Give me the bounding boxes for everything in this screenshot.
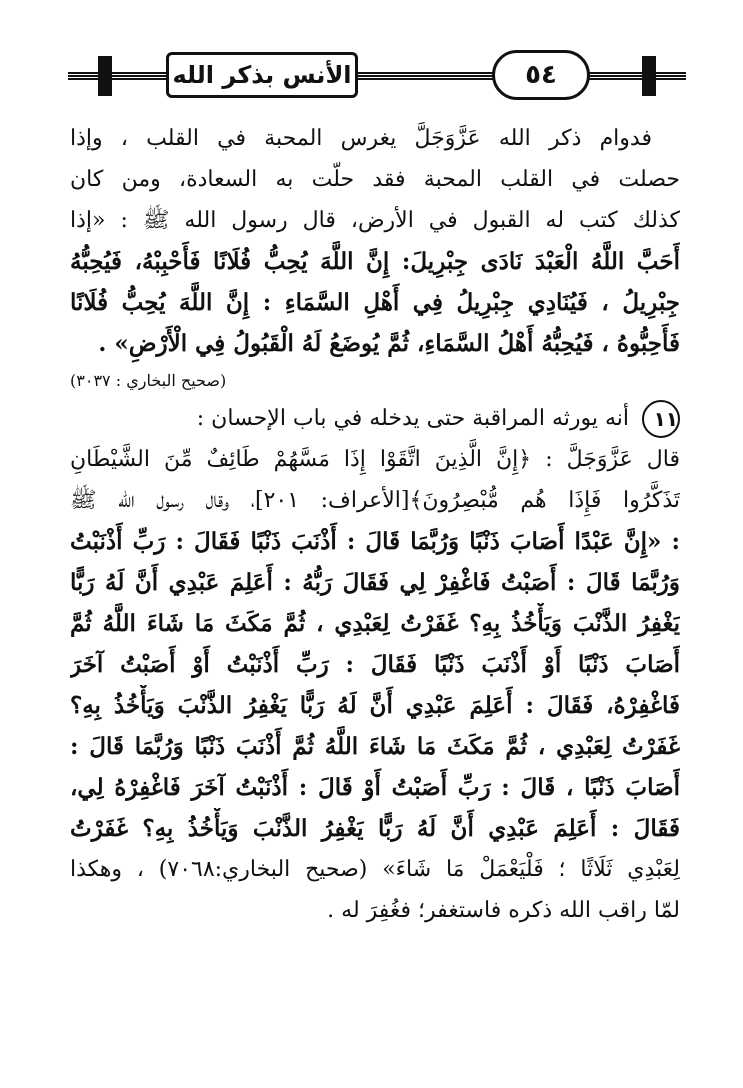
header-end-cap-left <box>98 56 112 96</box>
hadith2-line-8: فَقَالَ : أَعَلِمَ عَبْدِي أَنَّ لَهُ رَبًّا يَغْفِرُ الذَّنْبَ وَيَأْخُذُ بِهِ؟ غَفَرْتُ <box>70 815 680 842</box>
header-rule-inner <box>68 75 686 77</box>
hadith2-line-4: أَصَابَ ذَنْبًا أَوْ أَذْنَبَ ذَنْبًا فَقَالَ : رَبِّ أَذْنَبْتُ أَوْ أَصَبْتُ آخَرَ <box>70 651 680 678</box>
hadith2-line-6: غَفَرْتُ لِعَبْدِي ، ثُمَّ مَكَثَ مَا شَاءَ اللَّهُ ثُمَّ أَذْنَبَ ذَنْبًا وَرُبَّمَا قَالَ : <box>70 733 680 760</box>
page-number: ٥٤ <box>492 50 590 100</box>
section-number-badge: ١١ <box>642 400 680 438</box>
verse-line-1: قال عَزَّوَجَلَّ : ﴿إِنَّ الَّذِينَ اتَّقَوْا إِذَا مَسَّهُمْ طَائِفٌ مِّنَ الشَّيْطَانِ <box>70 447 680 472</box>
hadith2-line-3: يَغْفِرُ الذَّنْبَ وَيَأْخُذُ بِهِ؟ غَفَرْتُ لِعَبْدِي ، ثُمَّ مَكَثَ مَا شَاءَ اللَّهُ ثُمَّ <box>70 610 680 637</box>
hadith2-line-9: لِعَبْدِي ثَلَاثًا ؛ فَلْيَعْمَلْ مَا شَاءَ» (صحيح البخاري:٧٠٦٨) ، وهكذا <box>70 857 680 882</box>
closing-line: لمّا راقب الله ذكره فاستغفر؛ فغُفِرَ له . <box>327 898 680 923</box>
text-line-3: كذلك كتب له القبول في الأرض، قال رسول الله ﷺ : «إذا <box>70 208 680 233</box>
hadith2-line-1: : «إِنَّ عَبْدًا أَصَابَ ذَنْبًا وَرُبَّمَا قَالَ : أَذْنَبَ ذَنْبًا فَقَالَ : رَبِّ أَذْنَبْتُ <box>70 528 680 555</box>
text-line-1: فدوام ذكر الله عَزَّوَجَلَّ يغرس المحبة في القلب ، وإذا <box>70 126 652 151</box>
hadith-line-1: أَحَبَّ اللَّهُ الْعَبْدَ نَادَى جِبْرِيلَ: إِنَّ اللَّهَ يُحِبُّ فُلَانًا فَأَحْبِبْهُ، فَيُحِبُّهُ <box>70 248 680 275</box>
hadith2-line-5: فَاغْفِرْهُ، فَقَالَ : أَعَلِمَ عَبْدِي أَنَّ لَهُ رَبًّا يَغْفِرُ الذَّنْبَ وَيَأْخُذُ بِهِ؟ <box>70 692 680 719</box>
section-heading: أنه يورثه المراقبة حتى يدخله في باب الإحسان : <box>196 406 629 431</box>
hadith2-line-2: وَرُبَّمَا قَالَ : أَصَبْتُ فَاغْفِرْ لِي فَقَالَ رَبُّهُ : أَعَلِمَ عَبْدِي أَنَّ لَهُ رَبًّا <box>70 569 680 596</box>
header-end-cap-right <box>642 56 656 96</box>
page-header <box>68 50 686 102</box>
hadith-line-2: جِبْرِيلُ ، فَيُنَادِي جِبْرِيلُ فِي أَهْلِ السَّمَاءِ : إِنَّ اللَّهَ يُحِبُّ فُلَانًا <box>70 289 680 316</box>
section-heading-line <box>70 398 680 439</box>
text-line-2: حصلت في القلب المحبة فقد حلّت به السعادة، ومن كان <box>70 167 680 192</box>
hadith2-line-7: أَصَابَ ذَنْبًا ، قَالَ : رَبِّ أَصَبْتُ أَوْ قَالَ : أَذْنَبْتُ آخَرَ فَاغْفِرْهُ لِي، <box>70 774 680 801</box>
verse-line-2: تَذَكَّرُوا فَإِذَا هُم مُّبْصِرُونَ﴾[الأعراف: ٢٠١]، وقال رسول الله ﷺ <box>70 488 680 513</box>
page-body <box>70 118 680 931</box>
hadith-source: (صحيح البخاري : ٣٠٣٧) <box>70 371 227 390</box>
hadith-line-3: فَأَحِبُّوهُ ، فَيُحِبُّهُ أَهْلُ السَّمَاءِ، ثُمَّ يُوضَعُ لَهُ الْقَبُولُ فِي الْأَرْضِ» . <box>98 330 680 357</box>
book-title: الأنس بذكر الله <box>166 52 358 98</box>
